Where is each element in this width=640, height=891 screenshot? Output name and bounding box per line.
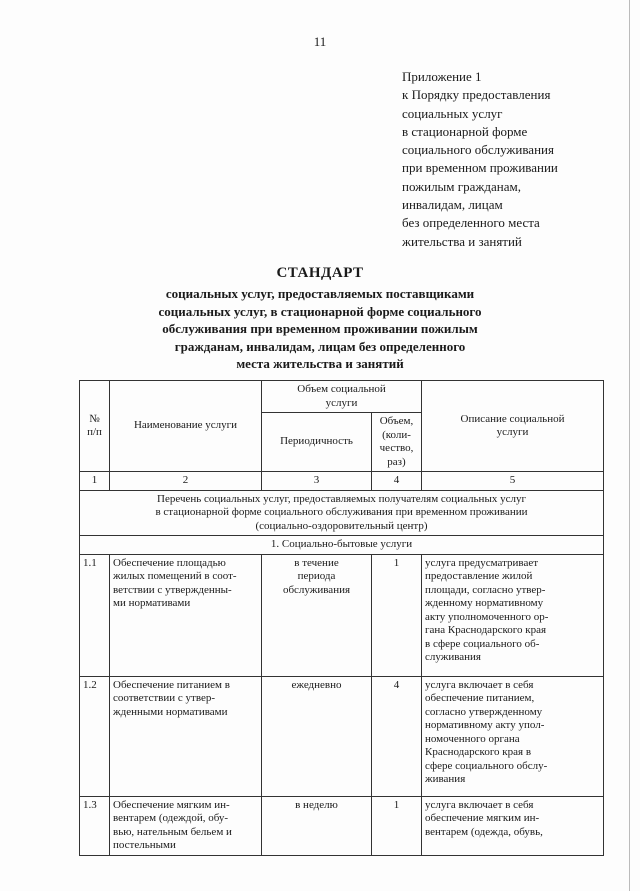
- subtitle-line: социальных услуг, в стационарной форме социального: [158, 303, 482, 319]
- row-number: 1.3: [80, 796, 110, 855]
- header-description-line: Описание социальной: [460, 412, 565, 425]
- subtitle-line: обслуживания при временном проживании пожилым: [162, 321, 478, 337]
- header-periodicity: Периодичность: [262, 413, 372, 472]
- row-amount: 4: [372, 676, 422, 796]
- category-heading: 1. Социально-бытовые услуги: [80, 536, 604, 555]
- row-periodicity-line: периода: [297, 570, 336, 582]
- appendix-line: без определенного места: [402, 215, 540, 231]
- row-service-name-line: Обеспечение питанием в: [113, 678, 230, 691]
- document-title: СТАНДАРТ: [276, 265, 364, 281]
- row-service-name-line: Обеспечение площадью: [113, 556, 226, 569]
- row-service-name: [110, 796, 262, 855]
- row-service-name-line: соответствии с утвер-: [113, 692, 216, 704]
- appendix-line: социальных услуг: [402, 105, 503, 121]
- row-description-line: номоченного органа: [425, 732, 520, 745]
- row-description-line: жденному нормативному: [425, 597, 544, 609]
- row-service-name-line: вью, нательным бельем и: [113, 825, 232, 838]
- appendix-line: к Порядку предоставления: [402, 87, 551, 103]
- header-amount: [372, 413, 422, 472]
- row-description: [422, 796, 604, 855]
- row-description-line: акту уполномоченного ор-: [425, 610, 549, 623]
- appendix-line: при временном проживании: [402, 160, 558, 176]
- scan-edge-line: [629, 0, 630, 891]
- row-number: 1.1: [80, 554, 110, 676]
- header-description-line: услуги: [496, 426, 529, 438]
- header-num: [80, 381, 110, 472]
- standard-table: [79, 380, 604, 856]
- document-subtitle: [120, 285, 520, 373]
- column-number: 4: [372, 472, 422, 491]
- row-description-line: согласно утвержденному: [425, 705, 543, 718]
- section-heading-row: [80, 490, 604, 536]
- table-row: [80, 676, 604, 796]
- table-row: [80, 554, 604, 676]
- row-service-name-line: ми нормативами: [113, 597, 191, 609]
- row-service-name-line: ветствии с утвержденны-: [113, 583, 232, 596]
- header-amount-line: чество,: [379, 442, 414, 454]
- column-number: 1: [80, 472, 110, 491]
- row-periodicity-line: обслуживания: [282, 583, 351, 596]
- row-description-line: гана Краснодарского края: [425, 624, 547, 636]
- row-service-name-line: вентарем (одеждой, обу-: [113, 812, 229, 824]
- category-heading-row: [80, 536, 604, 555]
- column-number: 5: [422, 472, 604, 491]
- row-service-name: [110, 676, 262, 796]
- row-description: [422, 554, 604, 676]
- appendix-line: инвалидам, лицам: [402, 197, 503, 213]
- section-heading-line: (социально-оздоровительный центр): [255, 519, 428, 532]
- row-amount: 1: [372, 796, 422, 855]
- header-volume-line: услуги: [325, 396, 358, 409]
- row-service-name-line: постельными: [113, 839, 176, 851]
- row-description: [422, 676, 604, 796]
- row-description-line: живания: [425, 773, 466, 785]
- row-description-line: вентарем (одежда, обувь,: [425, 825, 543, 838]
- row-description-line: услуга включает в себя: [425, 678, 534, 691]
- row-periodicity: [262, 796, 372, 855]
- header-volume: [262, 381, 422, 413]
- row-description-line: служивания: [425, 651, 481, 663]
- header-amount-line: раз): [387, 455, 406, 468]
- row-service-name: [110, 554, 262, 676]
- page-number: 11: [313, 34, 327, 49]
- row-description-line: в сфере социального об-: [425, 637, 540, 650]
- header-amount-line: Объем,: [379, 415, 414, 427]
- section-heading: [80, 490, 604, 536]
- row-description-line: нормативному акту упол-: [425, 719, 545, 731]
- row-description-line: сфере социального обслу-: [425, 759, 548, 772]
- section-heading-line: в стационарной форме социального обслуживания при временном проживании: [155, 506, 528, 518]
- section-heading-line: Перечень социальных услуг, предоставляемых получателям социальных услуг: [157, 492, 526, 505]
- row-service-name-line: жилых помещений в соот-: [113, 570, 237, 582]
- header-num-line: п/п: [87, 426, 102, 438]
- subtitle-line: социальных услуг, предоставляемых поставщиками: [165, 286, 475, 301]
- row-service-name-line: Обеспечение мягким ин-: [113, 798, 230, 811]
- subtitle-line: места жительства и занятий: [236, 356, 404, 372]
- table-header-row: [80, 381, 604, 413]
- row-amount: 1: [372, 554, 422, 676]
- row-periodicity-line: в неделю: [295, 798, 338, 811]
- row-number: 1.2: [80, 676, 110, 796]
- column-number-row: [80, 472, 604, 491]
- row-description-line: Краснодарского края в: [425, 746, 532, 758]
- row-description-line: обеспечение мягким ин-: [425, 812, 540, 824]
- header-volume-line: Объем социальной: [297, 383, 386, 395]
- appendix-line: жительства и занятий: [402, 233, 522, 249]
- row-service-name-line: жденными нормативами: [113, 705, 228, 718]
- row-description-line: услуга предусматривает: [425, 556, 539, 569]
- appendix-line: пожилым гражданам,: [402, 178, 521, 194]
- header-num-line: №: [89, 412, 100, 425]
- row-periodicity-line: ежедневно: [291, 678, 342, 691]
- row-periodicity: [262, 676, 372, 796]
- column-number: 3: [262, 472, 372, 491]
- row-periodicity: [262, 554, 372, 676]
- row-description-line: обеспечение питанием,: [425, 692, 535, 704]
- header-amount-line: (коли-: [382, 428, 411, 441]
- appendix-line: в стационарной форме: [402, 123, 528, 139]
- row-description-line: предоставление жилой: [425, 570, 533, 582]
- row-description-line: площади, согласно утвер-: [425, 583, 546, 596]
- header-service-name: Наименование услуги: [110, 381, 262, 472]
- appendix-block: [402, 68, 617, 251]
- table-row: [80, 796, 604, 855]
- row-periodicity-line: в течение: [294, 556, 339, 569]
- appendix-line: Приложение 1: [402, 69, 482, 84]
- column-number: 2: [110, 472, 262, 491]
- row-description-line: услуга включает в себя: [425, 798, 534, 811]
- appendix-line: социального обслуживания: [402, 142, 554, 158]
- header-description: [422, 381, 604, 472]
- subtitle-line: гражданам, инвалидам, лицам без определенного: [174, 338, 466, 354]
